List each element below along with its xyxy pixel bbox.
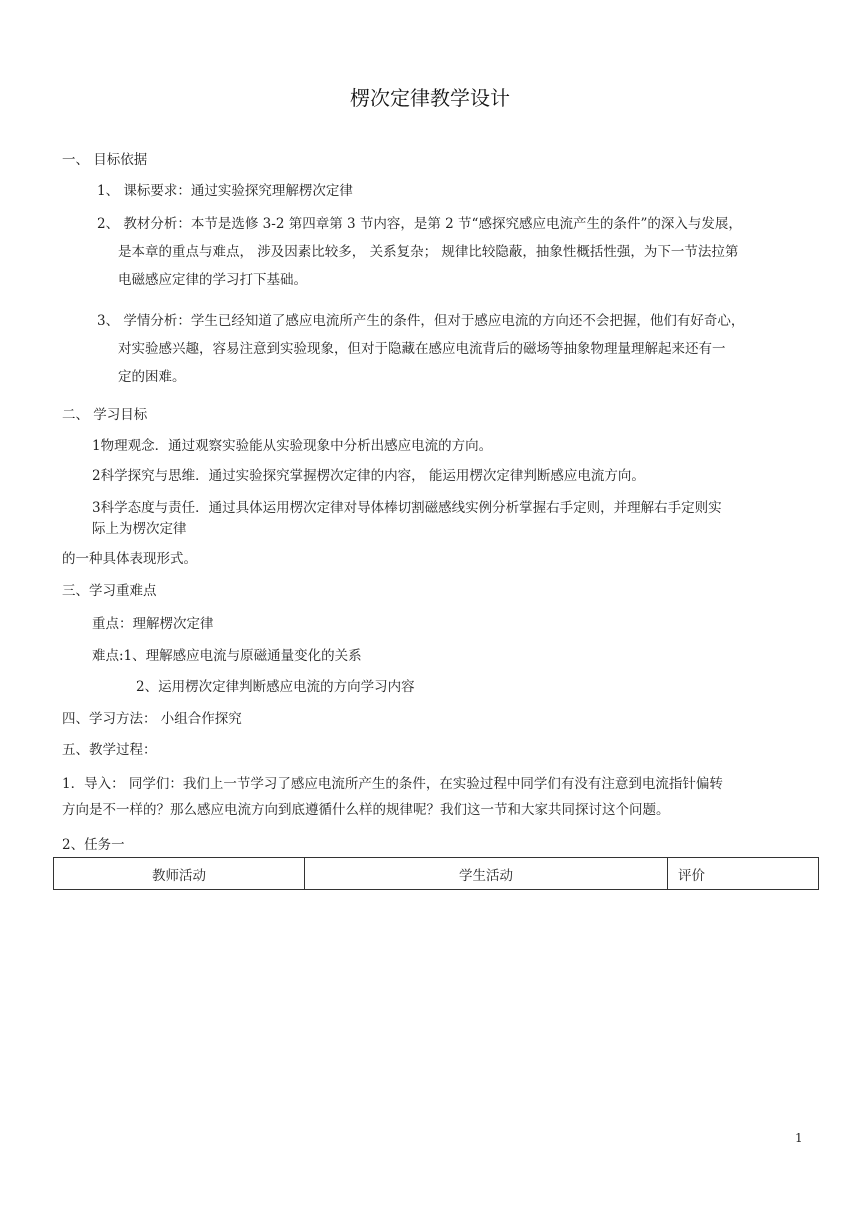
table-header-student-activity: 学生活动	[305, 858, 668, 890]
key-point: 重点：理解楞次定律	[92, 616, 214, 632]
learning-goal-3-line1: 3科学态度与责任．通过具体运用楞次定律对导体棒切割磁感线实例分析掌握右手定则，并理解右手定则实	[92, 500, 722, 516]
textbook-analysis-line1: 2、 教材分析：本节是选修 3-2 第四章第 3 节内容，是第 2 节“感探究感应电流产生的条件”的深入与发展，	[97, 216, 742, 232]
learning-goal-1: 1物理观念．通过观察实验能从实验现象中分析出感应电流的方向。	[92, 438, 493, 454]
section-heading-teaching-process: 五、教学过程：	[62, 742, 157, 758]
section-heading-key-points: 三、学习重难点	[62, 583, 157, 599]
curriculum-requirement: 1、 课标要求：通过实验探究理解楞次定律	[97, 183, 353, 199]
student-analysis-line1: 3、 学情分析：学生已经知道了感应电流所产生的条件，但对于感应电流的方向还不会把握，他们有好奇心，	[97, 313, 745, 329]
document-title: 楞次定律教学设计	[350, 86, 510, 110]
learning-goal-3-line2: 际上为楞次定律	[92, 521, 187, 537]
student-analysis-line2: 对实验感兴趣，容易注意到实验现象，但对于隐藏在感应电流背后的磁场等抽象物理量理解起来还有一	[118, 341, 726, 357]
table-header-teacher-activity: 教师活动	[54, 858, 305, 890]
task-one-heading: 2、任务一	[62, 837, 125, 853]
section-heading-goals-basis: 一、 目标依据	[62, 152, 148, 168]
section-heading-learning-goals: 二、 学习目标	[62, 407, 148, 423]
textbook-analysis-line3: 电磁感应定律的学习打下基础。	[118, 272, 307, 288]
introduction-line1: 1．导入： 同学们：我们上一节学习了感应电流所产生的条件，在实验过程中同学们有没有注意到电流指针偏转	[62, 776, 723, 792]
table-header-row	[54, 858, 819, 890]
textbook-analysis-line2: 是本章的重点与难点， 涉及因素比较多， 关系复杂； 规律比较隐蔽，抽象性概括性强，为下一节法拉第	[118, 244, 739, 260]
task-activity-table	[53, 857, 819, 890]
difficulty-1: 难点:1、理解感应电流与原磁通量变化的关系	[92, 648, 362, 664]
difficulty-2: 2、运用楞次定律判断感应电流的方向学习内容	[136, 679, 415, 695]
section-heading-learning-method: 四、学习方法： 小组合作探究	[62, 711, 242, 727]
learning-goal-3-line3: 的一种具体表现形式。	[62, 551, 197, 567]
student-analysis-line3: 定的困难。	[118, 369, 186, 385]
introduction-line2: 方向是不一样的？那么感应电流方向到底遵循什么样的规律呢？我们这一节和大家共同探讨这个问题。	[62, 802, 670, 818]
learning-goal-2: 2科学探究与思维．通过实验探究掌握楞次定律的内容， 能运用楞次定律判断感应电流方向。	[92, 468, 645, 484]
table-header-evaluation: 评价	[668, 858, 819, 890]
page-number: 1	[795, 1131, 803, 1145]
